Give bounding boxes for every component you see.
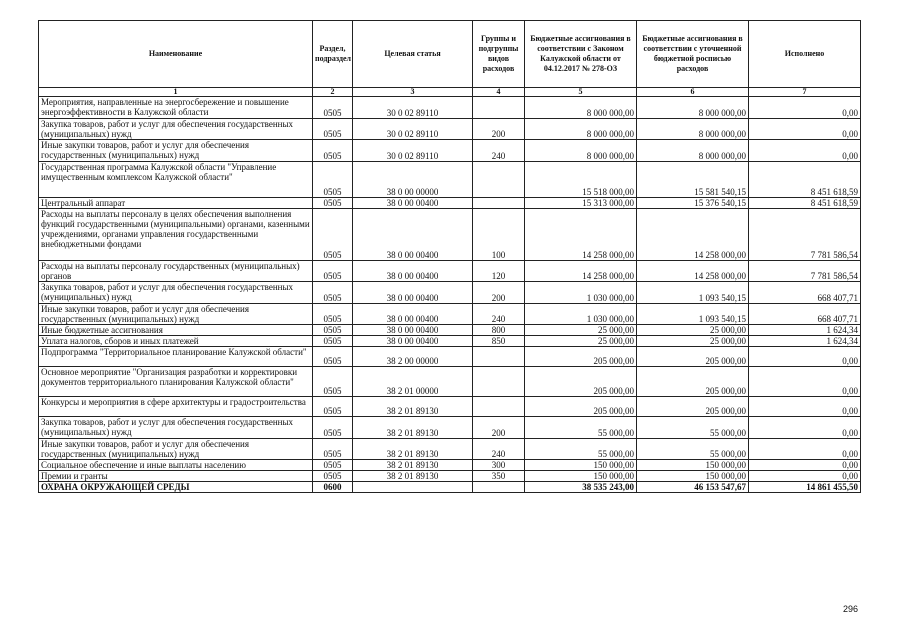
row-group: [473, 482, 525, 493]
column-number-row: [39, 88, 861, 97]
row-group: 350: [473, 471, 525, 482]
row-target: 38 0 00 00400: [353, 282, 473, 304]
row-group: 240: [473, 439, 525, 460]
table-row: [39, 261, 861, 282]
table-row: [39, 397, 861, 417]
row-name: Иные закупки товаров, работ и услуг для обеспечения государственных (муниципальных) нужд: [39, 439, 313, 460]
table-row: [39, 367, 861, 397]
row-section: 0505: [313, 304, 353, 325]
row-refined-amount: 205 000,00: [637, 367, 749, 397]
row-name: Мероприятия, направленные на энергосбережение и повышение энергоэффективности в Калужской области: [39, 97, 313, 119]
header-target: Целевая статья: [353, 21, 473, 88]
row-executed-amount: 1 624,34: [749, 336, 861, 347]
row-name: Иные закупки товаров, работ и услуг для обеспечения государственных (муниципальных) нужд: [39, 140, 313, 162]
row-target: 30 0 02 89110: [353, 140, 473, 162]
table-row: [39, 471, 861, 482]
row-refined-amount: 205 000,00: [637, 347, 749, 367]
row-group: 850: [473, 336, 525, 347]
column-number: 7: [749, 88, 861, 97]
table-row: [39, 198, 861, 209]
table-row: [39, 304, 861, 325]
row-group: 200: [473, 282, 525, 304]
column-number: 3: [353, 88, 473, 97]
row-target: 38 0 00 00400: [353, 198, 473, 209]
row-target: [353, 482, 473, 493]
column-number: 4: [473, 88, 525, 97]
table-row: [39, 140, 861, 162]
row-group: 240: [473, 304, 525, 325]
column-number: 1: [39, 88, 313, 97]
row-executed-amount: 668 407,71: [749, 304, 861, 325]
row-law-amount: 8 000 000,00: [525, 97, 637, 119]
header-section: Раздел, подраздел: [313, 21, 353, 88]
header-group: Группы и подгруппы видов расходов: [473, 21, 525, 88]
row-law-amount: 14 258 000,00: [525, 261, 637, 282]
row-name: Закупка товаров, работ и услуг для обеспечения государственных (муниципальных) нужд: [39, 119, 313, 140]
row-refined-amount: 1 093 540,15: [637, 304, 749, 325]
row-refined-amount: 25 000,00: [637, 336, 749, 347]
row-refined-amount: 8 000 000,00: [637, 97, 749, 119]
row-name: Иные бюджетные ассигнования: [39, 325, 313, 336]
row-group: 240: [473, 140, 525, 162]
row-executed-amount: 0,00: [749, 471, 861, 482]
column-number: 5: [525, 88, 637, 97]
row-target: 38 0 00 00400: [353, 325, 473, 336]
row-target: 38 2 01 89130: [353, 439, 473, 460]
row-section: 0505: [313, 282, 353, 304]
row-group: [473, 162, 525, 198]
row-name: ОХРАНА ОКРУЖАЮЩЕЙ СРЕДЫ: [39, 482, 313, 493]
row-executed-amount: 0,00: [749, 367, 861, 397]
row-refined-amount: 14 258 000,00: [637, 261, 749, 282]
row-section: 0505: [313, 140, 353, 162]
row-section: 0505: [313, 198, 353, 209]
row-section: 0505: [313, 162, 353, 198]
row-group: [473, 397, 525, 417]
row-law-amount: 25 000,00: [525, 325, 637, 336]
row-name: Уплата налогов, сборов и иных платежей: [39, 336, 313, 347]
row-target: 38 0 00 00400: [353, 261, 473, 282]
row-target: 38 0 00 00400: [353, 209, 473, 261]
table-row: [39, 162, 861, 198]
table-row: [39, 282, 861, 304]
row-section: 0505: [313, 417, 353, 439]
row-executed-amount: 0,00: [749, 140, 861, 162]
row-law-amount: 25 000,00: [525, 336, 637, 347]
row-executed-amount: 0,00: [749, 347, 861, 367]
budget-table: [38, 20, 861, 493]
row-name: Подпрограмма "Территориальное планирование Калужской области": [39, 347, 313, 367]
row-refined-amount: 8 000 000,00: [637, 119, 749, 140]
row-name: Социальное обеспечение и иные выплаты населению: [39, 460, 313, 471]
row-group: 300: [473, 460, 525, 471]
row-name: Премии и гранты: [39, 471, 313, 482]
row-refined-amount: 55 000,00: [637, 439, 749, 460]
row-name: Расходы на выплаты персоналу государственных (муниципальных) органов: [39, 261, 313, 282]
row-group: [473, 367, 525, 397]
row-refined-amount: 25 000,00: [637, 325, 749, 336]
row-refined-amount: 15 376 540,15: [637, 198, 749, 209]
row-target: 38 0 00 00400: [353, 304, 473, 325]
row-name: Государственная программа Калужской области "Управление имущественным комплексом Калужской области": [39, 162, 313, 198]
row-refined-amount: 150 000,00: [637, 471, 749, 482]
row-law-amount: 55 000,00: [525, 439, 637, 460]
row-name: Центральный аппарат: [39, 198, 313, 209]
row-group: 800: [473, 325, 525, 336]
row-group: 120: [473, 261, 525, 282]
table-row: [39, 97, 861, 119]
table-row: [39, 460, 861, 471]
row-refined-amount: 55 000,00: [637, 417, 749, 439]
row-law-amount: 1 030 000,00: [525, 282, 637, 304]
row-target: 38 0 00 00000: [353, 162, 473, 198]
header-refined: Бюджетные ассигнования в соответствии с уточненной бюджетной росписью расходов: [637, 21, 749, 88]
row-target: 38 2 01 89130: [353, 471, 473, 482]
row-executed-amount: 0,00: [749, 397, 861, 417]
table-row: [39, 119, 861, 140]
row-section: 0505: [313, 367, 353, 397]
column-number: 2: [313, 88, 353, 97]
row-law-amount: 205 000,00: [525, 347, 637, 367]
row-group: [473, 97, 525, 119]
row-target: 38 2 01 89130: [353, 460, 473, 471]
row-section: 0505: [313, 209, 353, 261]
budget-sheet: [38, 20, 860, 580]
row-name: Закупка товаров, работ и услуг для обеспечения государственных (муниципальных) нужд: [39, 282, 313, 304]
row-refined-amount: 14 258 000,00: [637, 209, 749, 261]
row-target: 30 0 02 89110: [353, 119, 473, 140]
row-section: 0505: [313, 119, 353, 140]
table-row: [39, 482, 861, 493]
row-target: 38 2 01 89130: [353, 417, 473, 439]
row-law-amount: 15 518 000,00: [525, 162, 637, 198]
header-law: Бюджетные ассигнования в соответствии с Законом Калужской области от 04.12.2017 № 278-ОЗ: [525, 21, 637, 88]
row-section: 0505: [313, 471, 353, 482]
row-name: Конкурсы и мероприятия в сфере архитектуры и градостроительства: [39, 397, 313, 417]
row-section: 0505: [313, 347, 353, 367]
row-law-amount: 8 000 000,00: [525, 140, 637, 162]
row-refined-amount: 205 000,00: [637, 397, 749, 417]
row-executed-amount: 0,00: [749, 119, 861, 140]
row-executed-amount: 0,00: [749, 439, 861, 460]
row-law-amount: 8 000 000,00: [525, 119, 637, 140]
row-executed-amount: 0,00: [749, 417, 861, 439]
header-row: [39, 21, 861, 88]
row-law-amount: 205 000,00: [525, 397, 637, 417]
row-section: 0600: [313, 482, 353, 493]
row-section: 0505: [313, 336, 353, 347]
row-law-amount: 1 030 000,00: [525, 304, 637, 325]
row-target: 38 2 01 89130: [353, 397, 473, 417]
row-section: 0505: [313, 97, 353, 119]
row-executed-amount: 7 781 586,54: [749, 209, 861, 261]
row-target: 38 2 00 00000: [353, 347, 473, 367]
row-target: 38 2 01 00000: [353, 367, 473, 397]
row-group: 100: [473, 209, 525, 261]
row-refined-amount: 8 000 000,00: [637, 140, 749, 162]
row-refined-amount: 15 581 540,15: [637, 162, 749, 198]
row-refined-amount: 1 093 540,15: [637, 282, 749, 304]
row-group: 200: [473, 417, 525, 439]
row-group: [473, 347, 525, 367]
row-name: Иные закупки товаров, работ и услуг для обеспечения государственных (муниципальных) нужд: [39, 304, 313, 325]
row-law-amount: 205 000,00: [525, 367, 637, 397]
row-executed-amount: 668 407,71: [749, 282, 861, 304]
header-executed: Исполнено: [749, 21, 861, 88]
row-law-amount: 150 000,00: [525, 471, 637, 482]
table-row: [39, 336, 861, 347]
row-refined-amount: 46 153 547,67: [637, 482, 749, 493]
table-row: [39, 209, 861, 261]
row-section: 0505: [313, 325, 353, 336]
row-executed-amount: 0,00: [749, 460, 861, 471]
row-law-amount: 14 258 000,00: [525, 209, 637, 261]
row-executed-amount: 14 861 455,50: [749, 482, 861, 493]
table-body: [39, 97, 861, 493]
table-row: [39, 439, 861, 460]
row-refined-amount: 150 000,00: [637, 460, 749, 471]
row-law-amount: 150 000,00: [525, 460, 637, 471]
row-law-amount: 15 313 000,00: [525, 198, 637, 209]
row-law-amount: 55 000,00: [525, 417, 637, 439]
row-target: 38 0 00 00400: [353, 336, 473, 347]
row-executed-amount: 0,00: [749, 97, 861, 119]
page-number: 296: [842, 604, 858, 614]
row-executed-amount: 8 451 618,59: [749, 198, 861, 209]
table-row: [39, 325, 861, 336]
table-row: [39, 417, 861, 439]
row-group: 200: [473, 119, 525, 140]
row-name: Основное мероприятие "Организация разработки и корректировки документов территориального планирования Калужской области": [39, 367, 313, 397]
row-target: 30 0 02 89110: [353, 97, 473, 119]
table-row: [39, 347, 861, 367]
row-section: 0505: [313, 460, 353, 471]
row-section: 0505: [313, 261, 353, 282]
row-group: [473, 198, 525, 209]
row-section: 0505: [313, 439, 353, 460]
row-law-amount: 38 535 243,00: [525, 482, 637, 493]
row-executed-amount: 8 451 618,59: [749, 162, 861, 198]
row-name: Закупка товаров, работ и услуг для обеспечения государственных (муниципальных) нужд: [39, 417, 313, 439]
row-executed-amount: 1 624,34: [749, 325, 861, 336]
row-section: 0505: [313, 397, 353, 417]
header-name: Наименование: [39, 21, 313, 88]
column-number: 6: [637, 88, 749, 97]
row-executed-amount: 7 781 586,54: [749, 261, 861, 282]
row-name: Расходы на выплаты персоналу в целях обеспечения выполнения функций государственными (муниципальными) органами, казенными учреждениями, органами управления государственными внебюджетными фондами: [39, 209, 313, 261]
